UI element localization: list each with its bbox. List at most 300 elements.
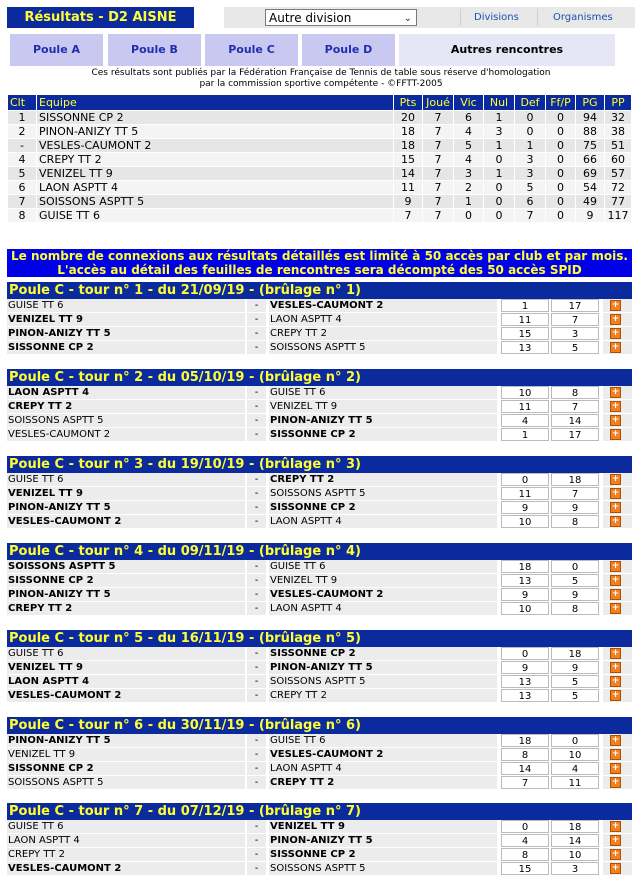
page-title: Résultats - D2 AISNE — [7, 7, 194, 28]
match-detail-icon[interactable]: + — [611, 821, 620, 831]
table-cell: 0 — [515, 125, 546, 139]
match-row — [7, 834, 632, 848]
away-team: VENIZEL TT 9 — [269, 574, 497, 587]
table-cell: 9 — [394, 195, 423, 209]
match-detail-icon[interactable]: + — [611, 314, 620, 324]
home-score: 13 — [501, 574, 549, 587]
table-cell: 14 — [394, 167, 423, 181]
home-team: VENIZEL TT 9 — [7, 661, 245, 674]
detail-cell — [603, 487, 632, 500]
col-pts: Pts — [394, 95, 423, 111]
detail-cell — [603, 588, 632, 601]
standings-table — [7, 94, 632, 223]
home-score: 18 — [501, 734, 549, 747]
table-cell: 7 — [423, 139, 454, 153]
match-row — [7, 414, 632, 428]
match-detail-icon[interactable]: + — [611, 502, 620, 512]
home-team: VESLES-CAUMONT 2 — [7, 428, 245, 441]
notice-line: Ces résultats sont publiés par la Fédération Française de Tennis de table sous réserve d'homologation — [91, 68, 551, 78]
score-separator: - — [247, 327, 266, 340]
detail-cell — [603, 820, 632, 833]
detail-cell — [603, 675, 632, 688]
match-detail-icon[interactable]: + — [611, 561, 620, 571]
detail-cell — [603, 560, 632, 573]
table-cell: 7 — [423, 181, 454, 195]
table-cell: 3 — [484, 125, 515, 139]
table-cell: 0 — [546, 167, 576, 181]
divider — [537, 9, 538, 26]
table-cell: 7 — [394, 209, 423, 223]
score-separator: - — [247, 734, 266, 747]
detail-cell — [603, 386, 632, 399]
table-row — [8, 167, 632, 181]
detail-cell — [603, 748, 632, 761]
detail-cell — [603, 400, 632, 413]
match-detail-icon[interactable]: + — [611, 777, 620, 787]
home-score: 18 — [501, 560, 549, 573]
score-separator: - — [247, 661, 266, 674]
table-cell: 0 — [484, 195, 515, 209]
detail-cell — [603, 776, 632, 789]
match-row — [7, 661, 632, 675]
detail-cell — [603, 762, 632, 775]
top-bar — [0, 0, 642, 33]
table-cell: 9 — [576, 209, 605, 223]
away-score: 18 — [551, 820, 599, 833]
home-score: 10 — [501, 386, 549, 399]
away-team: CREPY TT 2 — [269, 689, 497, 702]
team-name[interactable]: GUISE TT 6 — [37, 209, 394, 223]
match-detail-icon[interactable]: + — [611, 516, 620, 526]
table-cell: 1 — [454, 195, 484, 209]
home-team: CREPY TT 2 — [7, 848, 245, 861]
division-select[interactable] — [265, 9, 417, 26]
table-cell: 0 — [484, 181, 515, 195]
table-cell: 7 — [423, 111, 454, 125]
away-team: CREPY TT 2 — [269, 473, 497, 486]
col-pg: PG — [576, 95, 605, 111]
detail-cell — [603, 689, 632, 702]
organismes-link[interactable]: Organismes — [553, 12, 613, 23]
col-equipe: Equipe — [37, 95, 394, 111]
away-score: 11 — [551, 776, 599, 789]
match-detail-icon[interactable]: + — [611, 863, 620, 873]
table-cell: 0 — [546, 153, 576, 167]
away-score: 7 — [551, 400, 599, 413]
away-score: 14 — [551, 834, 599, 847]
score-separator: - — [247, 515, 266, 528]
away-score: 5 — [551, 574, 599, 587]
match-detail-icon[interactable]: + — [611, 575, 620, 585]
away-team: SOISSONS ASPTT 5 — [269, 675, 497, 688]
match-detail-icon[interactable]: + — [611, 488, 620, 498]
table-cell: 1 — [484, 139, 515, 153]
round-block — [7, 456, 632, 529]
detail-cell — [603, 848, 632, 861]
home-team: GUISE TT 6 — [7, 820, 245, 833]
away-score: 8 — [551, 515, 599, 528]
table-row — [8, 181, 632, 195]
match-detail-icon[interactable]: + — [611, 300, 620, 310]
score-separator: - — [247, 386, 266, 399]
away-team: CREPY TT 2 — [269, 776, 497, 789]
home-team: VESLES-CAUMONT 2 — [7, 689, 245, 702]
tab-poule-d[interactable]: Poule D — [302, 34, 395, 66]
table-cell: 18 — [394, 139, 423, 153]
detail-cell — [603, 834, 632, 847]
score-separator: - — [247, 834, 266, 847]
table-cell: 49 — [576, 195, 605, 209]
table-cell: 0 — [546, 139, 576, 153]
home-team: VENIZEL TT 9 — [7, 313, 245, 326]
table-cell: 15 — [394, 153, 423, 167]
away-score: 3 — [551, 327, 599, 340]
away-team: SISSONNE CP 2 — [269, 501, 497, 514]
detail-cell — [603, 647, 632, 660]
table-cell: 0 — [515, 111, 546, 125]
team-name[interactable]: CREPY TT 2 — [37, 153, 394, 167]
home-team: VESLES-CAUMONT 2 — [7, 515, 245, 528]
home-score: 14 — [501, 762, 549, 775]
table-cell: 7 — [423, 209, 454, 223]
table-cell: 1 — [8, 111, 37, 125]
score-separator: - — [247, 574, 266, 587]
table-cell: 72 — [605, 181, 632, 195]
divisions-link[interactable]: Divisions — [474, 12, 519, 23]
detail-cell — [603, 602, 632, 615]
table-cell: 5 — [515, 181, 546, 195]
table-cell: 11 — [394, 181, 423, 195]
away-team: PINON-ANIZY TT 5 — [269, 414, 497, 427]
match-row — [7, 848, 632, 862]
team-name[interactable]: SISSONNE CP 2 — [37, 111, 394, 125]
match-detail-icon[interactable]: + — [611, 676, 620, 686]
home-team: SOISSONS ASPTT 5 — [7, 414, 245, 427]
col-pp: PP — [605, 95, 632, 111]
round-title: Poule C - tour n° 5 - du 16/11/19 - (brûlage n° 5) — [7, 630, 632, 647]
home-score: 11 — [501, 487, 549, 500]
warning-line: L'accès au détail des feuilles de rencontres sera décompté des 50 accès SPID — [57, 263, 582, 277]
score-separator: - — [247, 487, 266, 500]
match-row — [7, 515, 632, 529]
home-score: 4 — [501, 834, 549, 847]
round-title: Poule C - tour n° 1 - du 21/09/19 - (brûlage n° 1) — [7, 282, 632, 299]
away-score: 10 — [551, 748, 599, 761]
home-score: 15 — [501, 862, 549, 875]
away-team: VENIZEL TT 9 — [269, 820, 497, 833]
score-separator: - — [247, 501, 266, 514]
away-team: SISSONNE CP 2 — [269, 647, 497, 660]
table-cell: 0 — [546, 181, 576, 195]
table-cell: 1 — [515, 139, 546, 153]
home-score: 7 — [501, 776, 549, 789]
table-cell: 0 — [546, 195, 576, 209]
away-score: 7 — [551, 487, 599, 500]
match-detail-icon[interactable]: + — [611, 763, 620, 773]
away-score: 9 — [551, 501, 599, 514]
table-cell: 4 — [454, 153, 484, 167]
away-score: 14 — [551, 414, 599, 427]
away-score: 17 — [551, 428, 599, 441]
home-team: GUISE TT 6 — [7, 299, 245, 312]
away-team: SISSONNE CP 2 — [269, 428, 497, 441]
score-separator: - — [247, 776, 266, 789]
home-team: SISSONNE CP 2 — [7, 762, 245, 775]
home-team: LAON ASPTT 4 — [7, 386, 245, 399]
round-block — [7, 282, 632, 355]
table-cell: 7 — [423, 125, 454, 139]
table-cell: 54 — [576, 181, 605, 195]
score-separator: - — [247, 414, 266, 427]
table-cell: 7 — [515, 209, 546, 223]
away-score: 5 — [551, 689, 599, 702]
home-score: 4 — [501, 414, 549, 427]
score-separator: - — [247, 689, 266, 702]
home-team: GUISE TT 6 — [7, 473, 245, 486]
away-score: 5 — [551, 675, 599, 688]
notice-line: par la commission sportive compétente - ©FFTT-2005 — [199, 79, 443, 89]
home-team: LAON ASPTT 4 — [7, 675, 245, 688]
match-row — [7, 762, 632, 776]
match-detail-icon[interactable]: + — [611, 690, 620, 700]
away-score: 17 — [551, 299, 599, 312]
match-row — [7, 428, 632, 442]
col-ffp: Ff/P — [546, 95, 576, 111]
match-detail-icon[interactable]: + — [611, 603, 620, 613]
tab-poule-b[interactable]: Poule B — [108, 34, 201, 66]
tab-poule-a[interactable]: Poule A — [10, 34, 103, 66]
detail-cell — [603, 862, 632, 875]
match-row — [7, 602, 632, 616]
home-score: 1 — [501, 299, 549, 312]
team-name[interactable]: PINON-ANIZY TT 5 — [37, 125, 394, 139]
standings-header-row — [8, 95, 632, 111]
detail-cell — [603, 661, 632, 674]
table-cell: 38 — [605, 125, 632, 139]
score-separator: - — [247, 848, 266, 861]
table-cell: 3 — [515, 167, 546, 181]
home-team: PINON-ANIZY TT 5 — [7, 327, 245, 340]
home-score: 9 — [501, 588, 549, 601]
team-name[interactable]: LAON ASPTT 4 — [37, 181, 394, 195]
home-score: 0 — [501, 473, 549, 486]
home-score: 13 — [501, 675, 549, 688]
home-team: LAON ASPTT 4 — [7, 834, 245, 847]
table-cell: 5 — [454, 139, 484, 153]
round-block — [7, 369, 632, 442]
round-title: Poule C - tour n° 2 - du 05/10/19 - (brûlage n° 2) — [7, 369, 632, 386]
team-name[interactable]: SOISSONS ASPTT 5 — [37, 195, 394, 209]
tab-autres-rencontres[interactable]: Autres rencontres — [399, 34, 615, 66]
match-row — [7, 327, 632, 341]
home-score: 9 — [501, 661, 549, 674]
score-separator: - — [247, 473, 266, 486]
home-team: PINON-ANIZY TT 5 — [7, 588, 245, 601]
home-team: GUISE TT 6 — [7, 647, 245, 660]
match-row — [7, 675, 632, 689]
table-cell: 88 — [576, 125, 605, 139]
away-team: PINON-ANIZY TT 5 — [269, 834, 497, 847]
home-score: 9 — [501, 501, 549, 514]
score-separator: - — [247, 560, 266, 573]
match-row — [7, 734, 632, 748]
home-team: VENIZEL TT 9 — [7, 487, 245, 500]
home-score: 8 — [501, 748, 549, 761]
match-detail-icon[interactable]: + — [611, 662, 620, 672]
away-score: 3 — [551, 862, 599, 875]
table-cell: 75 — [576, 139, 605, 153]
score-separator: - — [247, 299, 266, 312]
col-clt: Clt — [8, 95, 37, 111]
score-separator: - — [247, 762, 266, 775]
col-nul: Nul — [484, 95, 515, 111]
match-row — [7, 647, 632, 661]
away-score: 10 — [551, 848, 599, 861]
round-title: Poule C - tour n° 4 - du 09/11/19 - (brûlage n° 4) — [7, 543, 632, 560]
warning-line: Le nombre de connexions aux résultats détaillés est limité à 50 accès par club et par mois. — [11, 249, 628, 263]
detail-cell — [603, 574, 632, 587]
score-separator: - — [247, 341, 266, 354]
detail-cell — [603, 299, 632, 312]
score-separator: - — [247, 748, 266, 761]
match-detail-icon[interactable]: + — [611, 429, 620, 439]
home-score: 15 — [501, 327, 549, 340]
home-team: SISSONNE CP 2 — [7, 341, 245, 354]
match-row — [7, 299, 632, 313]
table-cell: 51 — [605, 139, 632, 153]
match-detail-icon[interactable]: + — [611, 648, 620, 658]
table-cell: 60 — [605, 153, 632, 167]
table-cell: 2 — [454, 181, 484, 195]
division-select-value: Autre division — [269, 11, 352, 25]
table-cell: 3 — [454, 167, 484, 181]
table-cell: 0 — [546, 209, 576, 223]
away-score: 18 — [551, 647, 599, 660]
table-cell: 6 — [515, 195, 546, 209]
table-row — [8, 139, 632, 153]
away-score: 0 — [551, 560, 599, 573]
table-cell: 0 — [484, 209, 515, 223]
detail-cell — [603, 414, 632, 427]
match-row — [7, 776, 632, 790]
home-team: SOISSONS ASPTT 5 — [7, 776, 245, 789]
team-name[interactable]: VESLES-CAUMONT 2 — [37, 139, 394, 153]
detail-cell — [603, 501, 632, 514]
away-team: LAON ASPTT 4 — [269, 313, 497, 326]
table-cell: 0 — [546, 111, 576, 125]
table-row — [8, 195, 632, 209]
match-row — [7, 748, 632, 762]
away-team: GUISE TT 6 — [269, 734, 497, 747]
table-cell: 2 — [8, 125, 37, 139]
detail-cell — [603, 428, 632, 441]
match-detail-icon[interactable]: + — [611, 749, 620, 759]
match-detail-icon[interactable]: + — [611, 328, 620, 338]
match-detail-icon[interactable]: + — [611, 342, 620, 352]
home-team: CREPY TT 2 — [7, 602, 245, 615]
table-cell: 1 — [484, 111, 515, 125]
round-block — [7, 717, 632, 790]
score-separator: - — [247, 862, 266, 875]
detail-cell — [603, 341, 632, 354]
away-team: SISSONNE CP 2 — [269, 848, 497, 861]
away-score: 18 — [551, 473, 599, 486]
table-cell: 77 — [605, 195, 632, 209]
match-row — [7, 588, 632, 602]
away-team: VESLES-CAUMONT 2 — [269, 748, 497, 761]
match-detail-icon[interactable]: + — [611, 401, 620, 411]
table-cell: 8 — [8, 209, 37, 223]
home-score: 0 — [501, 647, 549, 660]
home-team: CREPY TT 2 — [7, 400, 245, 413]
table-cell: 7 — [423, 167, 454, 181]
table-cell: 1 — [484, 167, 515, 181]
home-score: 11 — [501, 313, 549, 326]
home-team: PINON-ANIZY TT 5 — [7, 734, 245, 747]
col-joue: Joué — [423, 95, 454, 111]
round-title: Poule C - tour n° 3 - du 19/10/19 - (brûlage n° 3) — [7, 456, 632, 473]
round-block — [7, 630, 632, 703]
match-detail-icon[interactable]: + — [611, 835, 620, 845]
score-separator: - — [247, 428, 266, 441]
table-cell: 20 — [394, 111, 423, 125]
away-score: 8 — [551, 602, 599, 615]
away-score: 4 — [551, 762, 599, 775]
detail-cell — [603, 515, 632, 528]
match-row — [7, 313, 632, 327]
home-team: VESLES-CAUMONT 2 — [7, 862, 245, 875]
table-cell: - — [8, 139, 37, 153]
table-cell: 6 — [454, 111, 484, 125]
table-cell: 6 — [8, 181, 37, 195]
round-title: Poule C - tour n° 6 - du 30/11/19 - (brûlage n° 6) — [7, 717, 632, 734]
match-detail-icon[interactable]: + — [611, 589, 620, 599]
table-cell: 94 — [576, 111, 605, 125]
away-score: 0 — [551, 734, 599, 747]
match-row — [7, 560, 632, 574]
away-team: GUISE TT 6 — [269, 560, 497, 573]
home-score: 0 — [501, 820, 549, 833]
match-detail-icon[interactable]: + — [611, 474, 620, 484]
away-team: VENIZEL TT 9 — [269, 400, 497, 413]
score-separator: - — [247, 602, 266, 615]
home-team: PINON-ANIZY TT 5 — [7, 501, 245, 514]
tab-poule-c[interactable]: Poule C — [205, 34, 298, 66]
match-detail-icon[interactable]: + — [611, 849, 620, 859]
team-name[interactable]: VENIZEL TT 9 — [37, 167, 394, 181]
table-cell: 0 — [454, 209, 484, 223]
table-row — [8, 153, 632, 167]
table-row — [8, 111, 632, 125]
match-detail-icon[interactable]: + — [611, 415, 620, 425]
detail-cell — [603, 734, 632, 747]
table-cell: 66 — [576, 153, 605, 167]
match-row — [7, 473, 632, 487]
match-row — [7, 487, 632, 501]
home-score: 13 — [501, 689, 549, 702]
match-detail-icon[interactable]: + — [611, 735, 620, 745]
match-row — [7, 574, 632, 588]
home-score: 13 — [501, 341, 549, 354]
table-cell: 18 — [394, 125, 423, 139]
table-cell: 7 — [423, 153, 454, 167]
away-team: CREPY TT 2 — [269, 327, 497, 340]
match-row — [7, 341, 632, 355]
table-cell: 0 — [484, 153, 515, 167]
match-detail-icon[interactable]: + — [611, 387, 620, 397]
table-cell: 117 — [605, 209, 632, 223]
away-team: PINON-ANIZY TT 5 — [269, 661, 497, 674]
